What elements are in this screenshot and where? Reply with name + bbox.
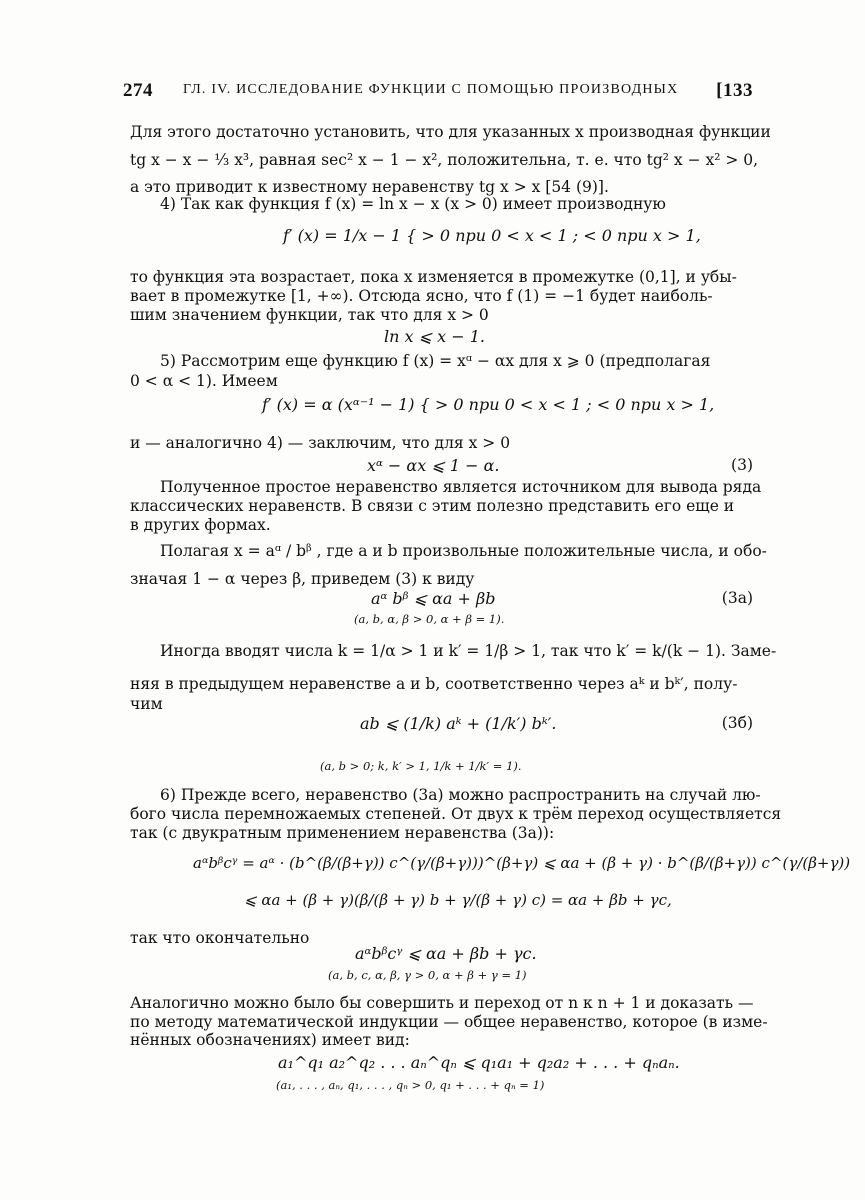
- text-line: вает в промежутке [1, +∞). Отсюда ясно, что f (1) = −1 будет наиболь-: [130, 287, 713, 305]
- text-line: 6) Прежде всего, неравенство (3а) можно распространить на случай лю-: [160, 786, 761, 804]
- general-inequality: a₁^q₁ a₂^q₂ . . . aₙ^qₙ ⩽ q₁a₁ + q₂a₂ + . . . + qₙaₙ.: [278, 1053, 680, 1072]
- text-line: Полагая x = aᵅ / bᵝ , где a и b произвольные положительные числа, и обо-: [160, 542, 767, 560]
- derivative-equation-2: f′ (x) = α (xᵅ⁻¹ − 1) { > 0 при 0 < x < 1 ; < 0 при x > 1,: [262, 395, 715, 414]
- equation-3b-conditions: (a, b > 0; k, k′ > 1, 1/k + 1/k′ = 1).: [320, 759, 522, 773]
- text-line: классических неравенств. В связи с этим полезно представить его еще и: [130, 497, 735, 515]
- text-line: Иногда вводят числа k = 1/α > 1 и k′ = 1/β > 1, так что k′ = k/(k − 1). Заме-: [160, 642, 777, 660]
- text-line: так что окончательно: [130, 929, 310, 947]
- equation-number: (3): [731, 456, 753, 474]
- text-line: так (с двукратным применением неравенства (3а)):: [130, 824, 555, 842]
- text-line: 4) Так как функция f (x) = ln x − x (x > 0) имеет производную: [160, 195, 666, 213]
- chapter-title: ГЛ. IV. ИССЛЕДОВАНИЕ ФУНКЦИИ С ПОМОЩЬЮ ПРОИЗВОДНЫХ: [183, 82, 679, 97]
- section-number: [133: [716, 80, 753, 101]
- text-line: няя в предыдущем неравенстве a и b, соответственно через aᵏ и bᵏ′, полу-: [130, 675, 738, 693]
- equation-number: (3а): [721, 589, 753, 607]
- text-line: нённых обозначениях) имеет вид:: [130, 1031, 410, 1049]
- text-line: то функция эта возрастает, пока x изменяется в промежутке (0,1], и убы-: [130, 268, 737, 286]
- equation-3a: aᵅ bᵝ ⩽ αa + βb: [371, 589, 496, 608]
- text-line: шим значением функции, так что для x > 0: [130, 306, 489, 324]
- equation-3: xᵅ − αx ⩽ 1 − α.: [367, 456, 500, 475]
- text-line: 5) Рассмотрим еще функцию f (x) = xᵅ − αx для x ⩾ 0 (предполагая: [160, 352, 711, 370]
- derivation-line-2: ⩽ αa + (β + γ)(β/(β + γ) b + γ/(β + γ) c) = αa + βb + γc,: [244, 891, 672, 909]
- derivative-equation-1: f′ (x) = 1/x − 1 { > 0 при 0 < x < 1 ; < 0 при x > 1,: [283, 226, 701, 245]
- equation-3b: ab ⩽ (1/k) aᵏ + (1/k′) bᵏ′.: [360, 714, 557, 733]
- text-line: значая 1 − α через β, приведем (3) к виду: [130, 570, 475, 588]
- text-line: и — аналогично 4) — заключим, что для x > 0: [130, 434, 511, 452]
- text-line: чим: [130, 695, 163, 713]
- text-line: Полученное простое неравенство является источником для вывода ряда: [160, 478, 762, 496]
- equation-number: (3б): [721, 714, 753, 732]
- text-line: Для этого достаточно установить, что для указанных x производная функции: [130, 123, 771, 141]
- page-number: 274: [123, 80, 153, 101]
- log-inequality: ln x ⩽ x − 1.: [384, 327, 485, 346]
- equation-3a-conditions: (a, b, α, β > 0, α + β = 1).: [354, 612, 505, 626]
- text-line: по методу математической индукции — общее неравенство, которое (в изме-: [130, 1013, 768, 1031]
- text-line: Аналогично можно было бы совершить и переход от n к n + 1 и доказать —: [130, 994, 754, 1012]
- text-line: 0 < α < 1). Имеем: [130, 372, 278, 390]
- three-term-conditions: (a, b, c, α, β, γ > 0, α + β + γ = 1): [328, 968, 527, 982]
- running-header: [123, 80, 753, 106]
- general-inequality-conditions: (a₁, . . . , aₙ, q₁, . . . , qₙ > 0, q₁ + . . . + qₙ = 1): [276, 1078, 545, 1092]
- three-term-inequality: aᵅbᵝcᵞ ⩽ αa + βb + γc.: [355, 944, 537, 963]
- text-line: tg x − x − ⅓ x³, равная sec² x − 1 − x², положительна, т. е. что tg² x − x² > 0,: [130, 151, 759, 169]
- text-line: в других формах.: [130, 516, 271, 534]
- text-line: бого числа перемножаемых степеней. От двух к трём переход осуществляется: [130, 805, 782, 823]
- text-line: а это приводит к известному неравенству tg x > x [54 (9)].: [130, 178, 609, 196]
- derivation-line-1: aᵅbᵝcᵞ = aᵅ · (b^(β/(β+γ)) c^(γ/(β+γ)))^(β+γ) ⩽ αa + (β + γ) · b^(β/(β+γ)) c^(γ/(β+γ)): [193, 854, 851, 872]
